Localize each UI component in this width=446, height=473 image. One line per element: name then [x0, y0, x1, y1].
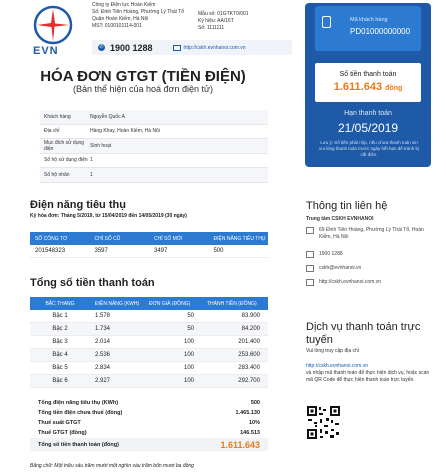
amount-box: Số tiền thanh toán 1.611.643 đồng	[315, 63, 421, 102]
mail-icon	[306, 265, 314, 272]
table-header: SỐ CÔNG TƠ CHỈ SỐ CŨ CHỈ SỐ MỚI ĐIỆN NĂNG TIÊU THỤ	[30, 232, 268, 245]
consumption-table	[30, 232, 268, 258]
table-header: BẬC THANG ĐIỆN NĂNG (KWH) ĐƠN GIÁ (ĐỒNG) THÀNH TIỀN (ĐỒNG)	[30, 297, 268, 310]
amount-due: 1.611.643 đồng	[333, 81, 403, 93]
contact-phone[interactable]: 1900 1288	[306, 251, 426, 258]
contact-email[interactable]: cskh@evnhanoi.vn	[306, 265, 426, 272]
invoice-meta: Mẫu số: 01GTKT0/001 Ký hiệu: AA/16T Số: 1111111	[198, 11, 249, 31]
info-row: Số hộ sử dụng điện 1	[40, 154, 268, 169]
total-row: Thuế suất GTGT 10%	[38, 420, 260, 426]
customer-code-box: Mã khách hàng PD01000000000	[315, 6, 421, 51]
payment-summary-card: Mã khách hàng PD01000000000 Số tiền thanh toán 1.611.643 đồng Hạn thanh toán 21/05/2019 Lưu ý: Số tiền phải nộp, nếu chưa thanh toán xin vui lòng thanh toán trước ngày hết hạn để tránh bị cắt điện.	[305, 3, 431, 167]
web-icon	[306, 279, 314, 286]
logo-text: EVN	[33, 45, 59, 57]
totals-block	[30, 398, 268, 451]
info-row: Số hộ nhân 1	[40, 168, 268, 183]
online-desc: và nhập mã thanh toán để thực hiện dịch vụ, hoặc scan mã QR Code để thực hiện thanh toán trực tuyến.	[306, 370, 430, 383]
billing-period: Kỳ hóa đơn: Tháng 5/2019, từ 15/04/2019 đến 14/05/2019 (30 ngày)	[30, 213, 187, 219]
table-row: Bậc 6 2.927 100 292.700	[30, 375, 268, 388]
page-subtitle: (Bản thể hiện của hoá đơn điện tử)	[72, 84, 214, 94]
grand-total: 1.611.643	[220, 439, 260, 450]
amount-in-words: Bằng chữ: Một triệu sáu trăm mười một nghìn sáu trăm bốn mươi ba đồng	[30, 463, 194, 469]
online-line1: Vui lòng truy cập địa chỉ	[306, 348, 359, 354]
building-icon	[306, 227, 314, 234]
evn-logo-icon	[33, 5, 73, 45]
info-row: Khách hàng Nguyễn Quốc A	[40, 110, 268, 125]
total-row: Tổng điện năng tiêu thụ (KWh) 500	[38, 400, 260, 406]
table-row: Bậc 5 2.834 100 283.400	[30, 362, 268, 375]
phone-icon: ✆	[99, 44, 104, 50]
grand-total-row: Tổng số tiền thanh toán (đồng) 1.611.643	[30, 438, 268, 451]
qr-code-icon[interactable]	[306, 405, 341, 440]
total-row: Tổng tiền điện chưa thuế (đồng) 1.465.130	[38, 410, 260, 416]
contact-address: 69 Đinh Tiên Hoàng, Phường Lý Thái Tổ, Hoàn Kiếm, Hà Nội	[306, 227, 426, 241]
due-note: Lưu ý: Số tiền phải nộp, nếu chưa thanh toán xin vui lòng thanh toán trước ngày hết hạn để tránh bị cắt điện.	[318, 140, 420, 157]
contact-org: Trung tâm CSKH EVNHANOI	[306, 216, 374, 222]
online-url[interactable]: http://cskh.evnhanoi.com.vn	[306, 363, 368, 369]
table-row: Bậc 3 2.014 100 201.400	[30, 336, 268, 349]
website-link[interactable]: http://cskh.evnhanoi.com.vn	[183, 44, 246, 51]
online-title: Dịch vụ thanh toán trực tuyến	[306, 321, 421, 346]
customer-code: PD01000000000	[350, 27, 411, 36]
page-title: HÓA ĐƠN GTGT (TIỀN ĐIỆN)	[40, 68, 246, 85]
id-card-icon	[322, 16, 331, 28]
tier-table	[30, 297, 268, 388]
contact-title: Thông tin liên hệ	[306, 200, 388, 212]
info-row: Mục đích sử dụng điện Sinh hoạt	[40, 139, 268, 154]
web-icon	[173, 45, 181, 51]
company-info: Công ty Điện lực Hoàn Kiếm Số: Đinh Tiên Hoàng, Phường Lý Thái Tổ Quận Hoàn Kiếm, Hà Nội MST: 0100101114-001	[92, 2, 185, 29]
due-date: 21/05/2019	[337, 121, 399, 135]
customer-info-table	[40, 110, 268, 183]
phone-icon	[306, 251, 314, 258]
payment-title: Tổng số tiền thanh toán	[30, 277, 155, 289]
contact-bar	[92, 40, 292, 55]
consumption-title: Điện năng tiêu thụ	[30, 199, 126, 211]
info-row: Địa chỉ Hàng Khay, Hoàn Kiếm, Hà Nội	[40, 125, 268, 140]
total-row: Thuế GTGT (đồng) 146.513	[38, 430, 260, 436]
contact-web[interactable]: http://cskh.evnhanoi.com.vn	[306, 279, 426, 286]
hotline[interactable]: 1900 1288	[110, 42, 153, 53]
table-row: Bậc 4 2.536 100 253.600	[30, 349, 268, 362]
table-row: Bậc 2 1.734 50 84.200	[30, 323, 268, 336]
table-row: 201548323 3597 3497 500	[30, 245, 268, 258]
table-row: Bậc 1 1.578 50 83.900	[30, 310, 268, 323]
